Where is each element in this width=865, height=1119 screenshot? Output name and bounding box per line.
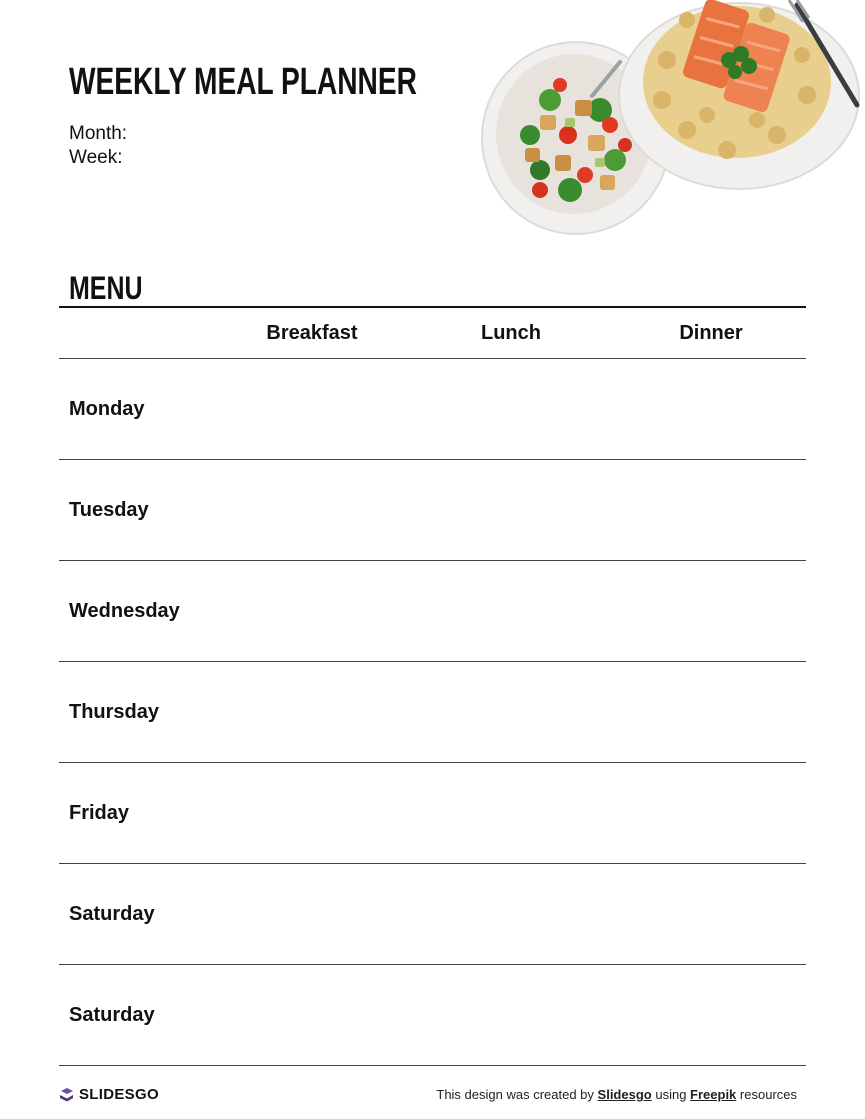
row-divider [59, 863, 806, 864]
row-divider [59, 1065, 806, 1066]
row-divider [59, 762, 806, 763]
menu-heading: MENU [69, 270, 143, 306]
slidesgo-link[interactable]: Slidesgo [597, 1087, 652, 1102]
salmon-pasta-icon [617, 0, 865, 190]
credit-mid: using [655, 1087, 687, 1102]
page-title: WEEKLY MEAL PLANNER [69, 61, 417, 103]
row-divider [59, 964, 806, 965]
freepik-link[interactable]: Freepik [690, 1087, 737, 1102]
day-label: Friday [69, 802, 130, 824]
menu-top-rule [59, 306, 806, 308]
day-label: Saturday [69, 903, 155, 925]
week-label: Week: [69, 147, 123, 168]
footer-logo-text: SLIDESGO [79, 1086, 159, 1103]
column-header-lunch: Lunch [481, 322, 541, 344]
column-header-dinner: Dinner [679, 322, 743, 344]
footer-logo[interactable] [59, 1086, 159, 1103]
day-label: Monday [69, 398, 145, 420]
row-divider [59, 459, 806, 460]
column-header-breakfast: Breakfast [266, 322, 358, 344]
row-divider [59, 661, 806, 662]
day-label: Saturday [69, 1004, 155, 1026]
row-divider [59, 560, 806, 561]
day-label: Thursday [69, 701, 160, 723]
month-label: Month: [69, 123, 128, 144]
credit-prefix: This design was created by [436, 1087, 594, 1102]
slidesgo-logo-icon [59, 1087, 74, 1103]
header-divider [59, 358, 806, 359]
footer-credit [436, 1087, 797, 1102]
day-label: Wednesday [69, 600, 180, 622]
credit-suffix: resources [739, 1087, 797, 1102]
day-label: Tuesday [69, 499, 149, 521]
